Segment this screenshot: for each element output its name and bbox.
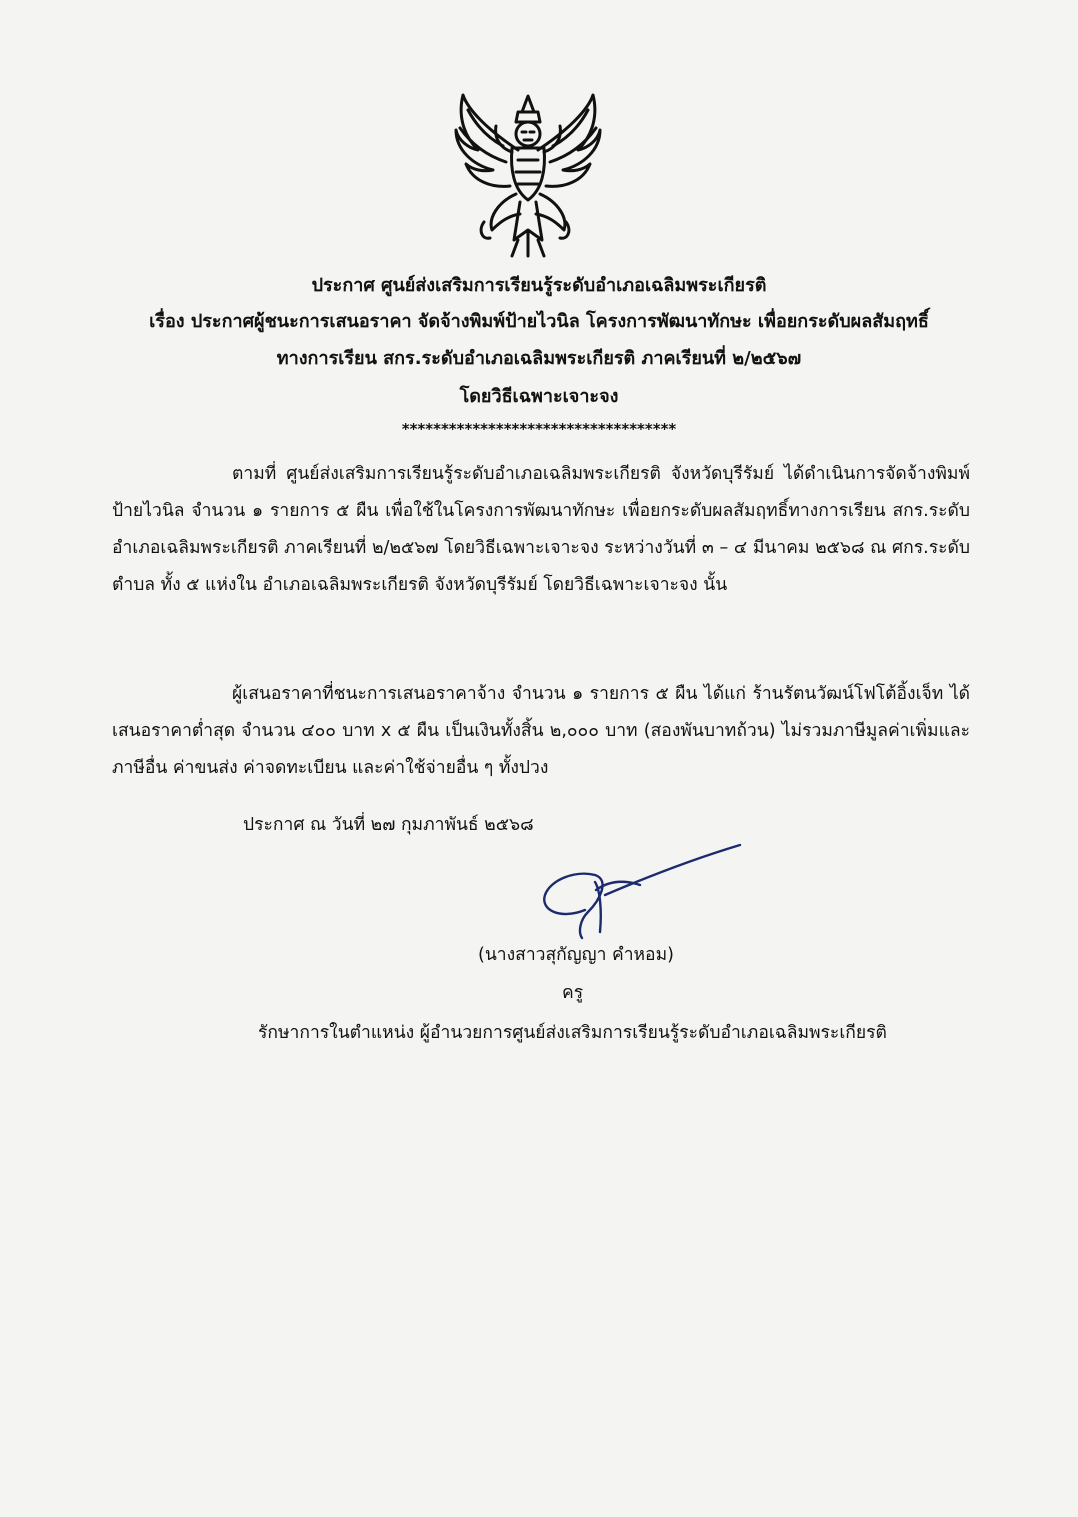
paragraph-winner (112, 676, 970, 787)
signer-position: รักษาการในตำแหน่ง ผู้อำนวยการศูนย์ส่งเสริมการเรียนรู้ระดับอำเภอเฉลิมพระเกียรติ (258, 1023, 887, 1043)
method-line: โดยวิธีเฉพาะเจาะจง (459, 386, 619, 407)
separator: *********************************** (401, 420, 677, 438)
subject-line: เรื่อง ประกาศผู้ชนะการเสนอราคา จัดจ้างพิมพ์ป้ายไวนิล โครงการพัฒนาทักษะ เพื่อยกระดับผลสัมฤทธิ์ (149, 311, 929, 332)
announcement-title: ประกาศ ศูนย์ส่งเสริมการเรียนรู้ระดับอำเภอเฉลิมพระเกียรติ (311, 275, 767, 296)
paragraph-intro-text: ตามที่ ศูนย์ส่งเสริมการเรียนรู้ระดับอำเภอเฉลิมพระเกียรติ จังหวัดบุรีรัมย์ ได้ดำเนินการจัดจ้างพิมพ์ป้ายไวนิล จำนวน ๑ รายการ ๕ ผืน เพื่อใช้ในโครงการพัฒนาทักษะ เพื่อยกระดับผลสัมฤทธิ์ทางการเรียน สกร.ระดับอำเภอเฉลิมพระเกียรติ ภาคเรียนที่ ๒/๒๕๖๗ โดยวิธีเฉพาะเจาะจง ระหว่างวันที่ ๓ – ๔ มีนาคม ๒๕๖๘ ณ ศกร.ระดับตำบล ทั้ง ๕ แห่งใน อำเภอเฉลิมพระเกียรติ จังหวัดบุรีรัมย์ โดยวิธีเฉพาะเจาะจง นั้น (112, 464, 970, 595)
signer-name: (นางสาวสุกัญญา คำหอม) (478, 945, 674, 965)
garuda-emblem-icon (448, 90, 608, 260)
signer-title: ครู (562, 983, 584, 1003)
handwritten-signature (500, 840, 750, 940)
announcement-date: ประกาศ ณ วันที่ ๒๗ กุมภาพันธ์ ๒๕๖๘ (243, 815, 534, 835)
paragraph-intro (112, 456, 970, 604)
subject-line-continued: ทางการเรียน สกร.ระดับอำเภอเฉลิมพระเกียรติ ภาคเรียนที่ ๒/๒๕๖๗ (276, 348, 802, 369)
paragraph-winner-text: ผู้เสนอราคาที่ชนะการเสนอราคาจ้าง จำนวน ๑ รายการ ๕ ผืน ได้แก่ ร้านรัตนวัฒน์โฟโต้อิ้งเจ็ท ได้เสนอราคาต่ำสุด จำนวน ๔๐๐ บาท x ๕ ผืน เป็นเงินทั้งสิ้น ๒,๐๐๐ บาท (สองพันบาทถ้วน) ไม่รวมภาษีมูลค่าเพิ่มและภาษีอื่น ค่าขนส่ง ค่าจดทะเบียน และค่าใช้จ่ายอื่น ๆ ทั้งปวง (112, 684, 970, 778)
